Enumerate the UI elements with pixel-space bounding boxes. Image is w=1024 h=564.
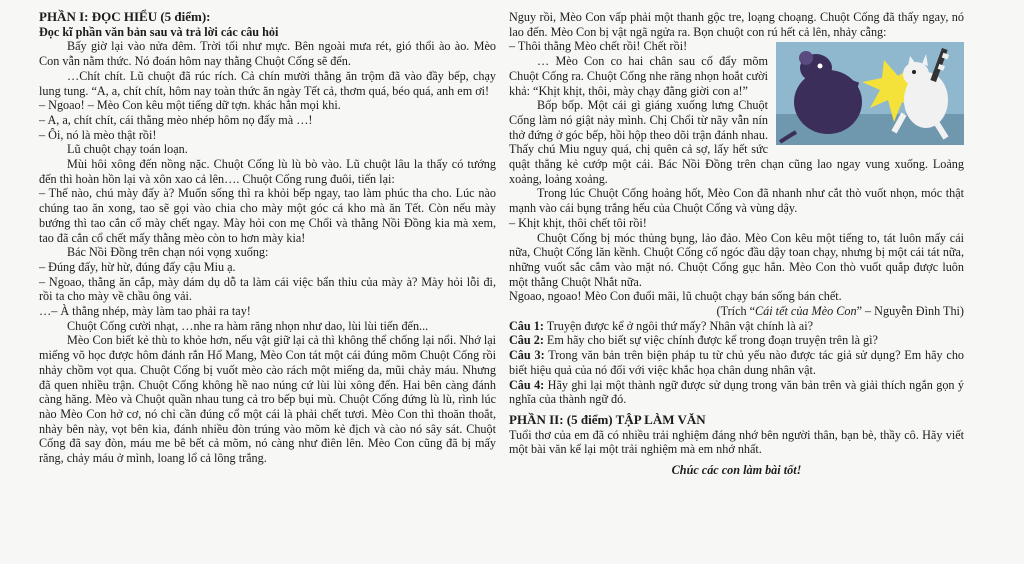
story-paragraph: Bốp bốp. Một cái gì giáng xuống lưng Chuột Cống làm nó giật nảy mình. Chị Chổi từ nãy vẫn nín thở đứng ở góc bếp, hồi hộp theo dõi trận đánh nhau. Thấy chú Miu nguy quá, chị quên cả sợ, lấy hết sức quật thẳng kẻ cướp một cái. Bác Nồi Đồng trên chạn cũng lao ngay vung xuống. Loảng xoảng, loảng xoảng. — [509, 98, 964, 186]
story-paragraph: …Chít chít. Lũ chuột đã rúc rích. Cả chín mười thằng ăn trộm đã vào đầy bếp, chạy lung tung. “A, a, chít chít, hôm nay toàn thức ăn ngày Tết cả, thơm quá, béo quá, anh em ơi! — [39, 68, 496, 98]
story-paragraph: … Mèo Con co hai chân sau cố đẩy mõm Chuột Cống ra. Chuột Cống nhe răng nhọn hoắt cười khả: “Khịt khịt, thôi, mày chạy đằng giời con a!” — [509, 54, 768, 98]
left-column — [39, 10, 496, 466]
story-paragraph: Lũ chuột chạy toán loạn. — [67, 142, 188, 157]
citation-suffix: ” – Nguyễn Đình Thi) — [856, 304, 964, 319]
question-text: Hãy ghi lại một thành ngữ được sử dụng trong văn bản trên và giải thích ngắn gọn ý nghĩa của thành ngữ đó. — [509, 377, 965, 407]
question-label: Câu 1: — [509, 318, 544, 333]
story-paragraph: Trong lúc Chuột Cống hoảng hốt, Mèo Con đã nhanh như cắt thò vuốt nhọn, móc thật mạnh vào cái bụng trắng hếu của Chuột Cống và vùng dậy. — [509, 186, 964, 216]
citation — [509, 304, 964, 319]
dialogue-line: – Thôi thằng Mèo chết rồi! Chết rồi! — [509, 39, 688, 54]
question-text: Em hãy cho biết sự việc chính được kể trong đoạn truyện trên là gì? — [546, 333, 878, 348]
dialogue-line: – Thế nào, chú mày đấy à? Muốn sống thì ra khỏi bếp ngay, tao làm phúc tha cho. Lúc nào chúng tao ăn xong, tao sẽ gọi vào chia cho mày một góc cá kho mà ăn Tết. Còn nếu mày bướng thì tao cắn cổ mày chết ngay. Mày hỏi con mẹ Chổi và thằng Nồi Đồng kia mà xem, tao đã cắn cổ chết mấy thằng mèo còn to hơn mày kia! — [39, 186, 496, 245]
cat-rat-fight-illustration — [776, 42, 964, 145]
story-paragraph: Chuột Cống bị móc thủng bụng, lảo đảo. Mèo Con kêu một tiếng to, tát luôn mấy cái nữa, Chuột Cống lăn kềnh. Chuột Cống cố ngóc đầu dậy toan chạy, nhưng bị một cái tát nữa, những vuốt sắc cắm vào mặt nó. Chuột Cống gục hẳn. Mèo Con thò vuốt quắp được luôn một thằng Chuột Nhắt nữa. — [509, 230, 964, 289]
question-text: Trong văn bản trên biện pháp tu từ chủ yếu nào được tác giả sử dụng? Em hãy cho biết hiệu quả của nó đối với việc khắc họa chân dung nhân vật. — [509, 348, 965, 377]
story-paragraph: Mùi hôi xông đến nồng nặc. Chuột Cống lù lù bò vào. Lũ chuột lâu la thấy có tướng đến thì hoàn hồn lại và xôn xao cả lên…. Chuột Cống rung đuôi, tiến lại: — [39, 157, 496, 186]
story-paragraph: Nguy rồi, Mèo Con vấp phải một thanh gộc tre, loạng choạng. Chuột Cống đã thấy ngay, nó lao đến. Mèo Con bị vật ngã ngửa ra. Bọn chuột con rú hết cả lên, nhảy cẫng: — [509, 10, 964, 39]
story-paragraph: Bấy giờ lại vào nửa đêm. Trời tối như mực. Bên ngoài mưa rét, gió thổi ào ào. Mèo Con vẫn nằm thức. Nó đoán hôm nay thằng Chuột Cống sẽ đến. — [39, 39, 496, 69]
story-paragraph: Bác Nồi Đồng trên chạn nói vọng xuống: — [67, 245, 269, 260]
part1-heading: PHẦN I: ĐỌC HIỂU (5 điểm): — [39, 9, 211, 24]
question-label: Câu 2: — [509, 333, 544, 348]
dialogue-line: – Ôi, nó là mèo thật rồi! — [39, 127, 157, 142]
question-text: Truyện được kể ở ngôi thứ mấy? Nhân vật chính là ai? — [546, 318, 813, 333]
story-illustration — [776, 42, 964, 145]
question-label: Câu 3: — [509, 348, 545, 363]
citation-prefix: (Trích “ — [716, 304, 756, 319]
story-paragraph: Mèo Con biết kẻ thù to khỏe hơn, nếu vật giữ lại cả thì không thể chống lại nổi. Nhớ lại miếng võ học được hôm đánh rắn Hổ Mang, Mèo Con tát một cái đúng mõm Chuột Cống rồi nhảy chồm vọt qua. Chuột Cống bị vuốt mèo cào rách một miếng da, mũi chảy máu. Nhưng đã quen nhiều trận. Chuột Cống không hề nao núng cứ lùi lùi xông đến. Hai bên càng đánh càng hăng. Mèo và Chuột quần nhau tung cả tro bếp bụi mù. Chuột Cống đứng lù lù, rình lúc nào Mèo Con hở cơ, nó chỉ cần đúng cổ một cái là phải chết tươi. Mèo Con thì thoăn thoắt, nhảy bên này, vọt bên kia, đánh nhiều đòn trúng vào mõm kẻ địch và cào nó sây sát. Chuột Cống đã say đòn, máu me bê bết cả mõm, nó càng như điên lên. Mèo Con cũng đã bị mấy răng, chảy máu ở mình, loang lổ cả lông trắng. — [39, 333, 496, 466]
part2-prompt: Tuổi thơ của em đã có nhiều trải nghiệm đáng nhớ bên người thân, bạn bè, thầy cô. Hãy viết một bài văn kể lại một trải nghiệm mà em nhớ nhất. — [509, 427, 964, 457]
dialogue-line: – Ngoao! – Mèo Con kêu một tiếng dữ tợn. khác hẳn mọi khi. — [39, 98, 341, 113]
question — [509, 319, 964, 334]
dialogue-line: – Khịt khịt, thôi chết tôi rồi! — [509, 215, 647, 230]
dialogue-line: – Ngoao, thằng ăn cắp, mày dám dụ dỗ ta làm cái việc bẩn thỉu của mày à? Mày hỏi lỗi đi, rồi ta cho mày về chầu ông vải. — [39, 274, 496, 304]
part2-heading: PHẦN II: (5 điểm) TẬP LÀM VĂN — [509, 411, 706, 427]
dialogue-line: – A, a, chít chít, cái thằng mèo nhép hôm nọ đấy mà …! — [39, 112, 313, 127]
question — [509, 378, 964, 407]
story-paragraph: Chuột Cống cười nhạt, …nhe ra hàm răng nhọn như dao, lùi lùi tiến đến... — [67, 318, 429, 333]
closing-line: Chúc các con làm bài tốt! — [671, 463, 802, 478]
story-paragraph: Ngoao, ngoao! Mèo Con đuổi mãi, lũ chuột chạy bán sống bán chết. — [509, 289, 842, 304]
question-label: Câu 4: — [509, 377, 545, 392]
question — [509, 333, 964, 348]
dialogue-line: …– À thằng nhép, mày làm tao phải ra tay! — [39, 304, 251, 319]
citation-title: Cái tết của Mèo Con — [755, 304, 857, 319]
question — [509, 348, 964, 377]
right-column — [509, 10, 964, 478]
dialogue-line: – Đúng đấy, hừ hừ, đúng đấy cậu Miu ạ. — [39, 259, 236, 274]
part1-subheading: Đọc kĩ phần văn bản sau và trả lời các câu hỏi — [39, 24, 279, 39]
